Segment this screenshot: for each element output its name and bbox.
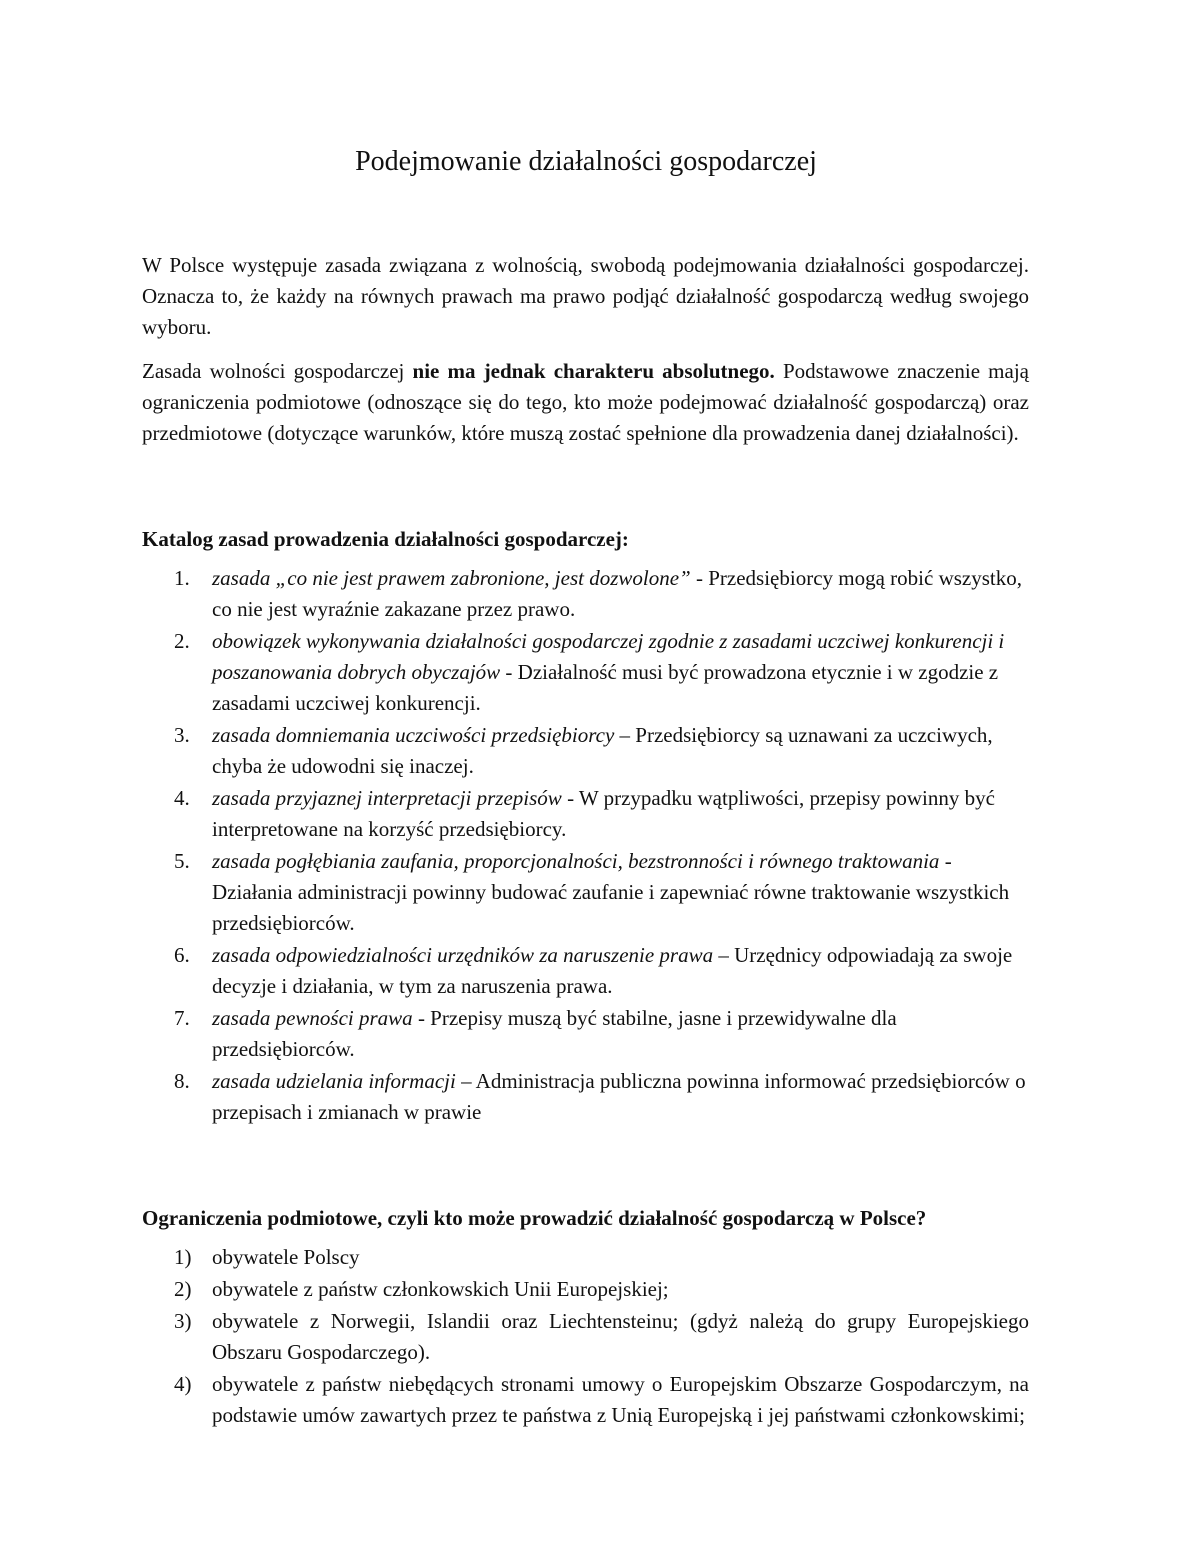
- list-item: [142, 563, 1029, 625]
- list-item: [142, 1003, 1029, 1065]
- list-item-number: 1.: [174, 566, 190, 590]
- list-item-number: 2): [174, 1277, 192, 1301]
- catalog-heading: Katalog zasad prowadzenia działalności gospodarczej:: [142, 527, 629, 551]
- list-item-number: 8.: [174, 1069, 190, 1093]
- list-item-description: - Przedsiębiorcy mogą robić wszystko, co nie jest wyraźnie zakazane przez prawo.: [212, 566, 1022, 621]
- list-item-principle: zasada pewności prawa: [212, 1006, 413, 1030]
- list-item-description: - Działania administracji powinny budować zaufanie i zapewniać równe traktowanie wszystkich przedsiębiorców.: [212, 849, 1010, 935]
- list-item-description: – Przedsiębiorcy są uznawani za uczciwych, chyba że udowodni się inaczej.: [212, 723, 993, 778]
- list-item-description: - W przypadku wątpliwości, przepisy powinny być interpretowane na korzyść przedsiębiorcy.: [212, 786, 995, 841]
- list-item-principle: zasada odpowiedzialności urzędników za naruszenie prawa: [212, 943, 714, 967]
- list-item-description: - Działalność musi być prowadzona etycznie i w zgodzie z zasadami uczciwej konkurencji.: [212, 660, 999, 715]
- list-item-number: 4): [174, 1372, 192, 1396]
- list-item: [142, 1274, 1029, 1305]
- list-item-text: obywatele z państw niebędących stronami umowy o Europejskim Obszarze Gospodarczym, na podstawie umów zawartych przez te państwa z Unią Europejską i jej państwami członkowskimi;: [212, 1372, 1029, 1427]
- list-item: [142, 940, 1029, 1002]
- list-item: [142, 1369, 1029, 1431]
- list-item-description: - Przepisy muszą być stabilne, jasne i przewidywalne dla przedsiębiorców.: [212, 1006, 897, 1061]
- list-item: [142, 1066, 1029, 1128]
- page-title: Podejmowanie działalności gospodarczej: [355, 146, 817, 177]
- limits-heading: Ograniczenia podmiotowe, czyli kto może prowadzić działalność gospodarczą w Polsce?: [142, 1206, 927, 1230]
- document-body: [142, 250, 1029, 1432]
- list-item: [142, 626, 1029, 719]
- intro-paragraph-2-start: Zasada wolności gospodarczej: [142, 359, 413, 383]
- list-item-number: 3.: [174, 723, 190, 747]
- list-item-principle: zasada przyjaznej interpretacji przepisów: [212, 786, 562, 810]
- list-item-description: – Administracja publiczna powinna informować przedsiębiorców o przepisach i zmianach w prawie: [212, 1069, 1026, 1124]
- list-item-number: 4.: [174, 786, 190, 810]
- list-item-principle: zasada domniemania uczciwości przedsiębiorcy: [212, 723, 615, 747]
- list-item-text: obywatele z państw członkowskich Unii Europejskiej;: [212, 1277, 669, 1301]
- list-item-principle: zasada „co nie jest prawem zabronione, jest dozwolone”: [212, 566, 691, 590]
- list-item-text: obywatele z Norwegii, Islandii oraz Liechtensteinu; (gdyż należą do grupy Europejskiego Obszaru Gospodarczego).: [212, 1309, 1029, 1364]
- list-item-principle: obowiązek wykonywania działalności gospodarczej zgodnie z zasadami uczciwej konkurencji i poszanowania dobrych obyczajów: [212, 629, 1005, 684]
- intro-paragraph-2: [142, 356, 1029, 449]
- list-item-number: 2.: [174, 629, 190, 653]
- list-item-number: 5.: [174, 849, 190, 873]
- list-item-number: 1): [174, 1245, 192, 1269]
- intro-paragraph-1: W Polsce występuje zasada związana z wolnością, swobodą podejmowania działalności gospodarczej. Oznacza to, że każdy na równych prawach ma prawo podjąć działalność gospodarczą według swojego wyboru.: [142, 253, 1029, 339]
- limits-list: [142, 1242, 1029, 1431]
- list-item-principle: zasada udzielania informacji: [212, 1069, 456, 1093]
- list-item: [142, 1242, 1029, 1273]
- list-item-number: 6.: [174, 943, 190, 967]
- list-item: [142, 1306, 1029, 1368]
- intro-paragraph-2-end: Podstawowe znaczenie mają ograniczenia podmiotowe (odnoszące się do tego, kto może podejmować działalność gospodarczą) oraz przedmiotowe (dotyczące warunków, które muszą zostać spełnione dla prowadzenia danej działalności).: [142, 359, 1029, 445]
- list-item-description: – Urzędnicy odpowiadają za swoje decyzje i działania, w tym za naruszenia prawa.: [212, 943, 1013, 998]
- list-item-number: 3): [174, 1309, 192, 1333]
- intro-paragraph-2-bold: nie ma jednak charakteru absolutnego.: [412, 359, 775, 383]
- list-item: [142, 783, 1029, 845]
- list-item-number: 7.: [174, 1006, 190, 1030]
- list-item: [142, 846, 1029, 939]
- catalog-list: [142, 563, 1029, 1128]
- list-item: [142, 720, 1029, 782]
- list-item-text: obywatele Polscy: [212, 1245, 360, 1269]
- list-item-principle: zasada pogłębiania zaufania, proporcjonalności, bezstronności i równego traktowania: [212, 849, 940, 873]
